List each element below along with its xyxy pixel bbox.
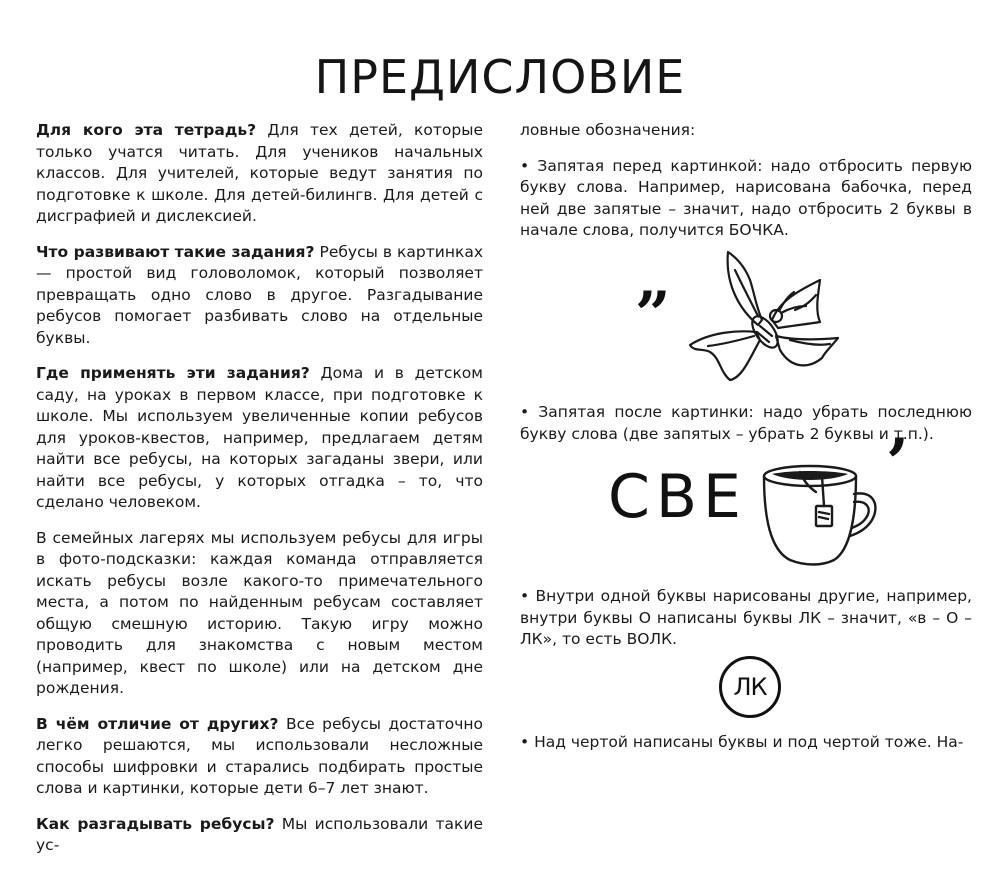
bullet-above-below-line: • Над чертой написаны буквы и под чертой тоже. На- <box>520 733 964 751</box>
right-column <box>520 120 972 252</box>
paragraph-continuation: ловные обозначения: <box>520 121 696 139</box>
paragraph-who-for <box>36 120 483 228</box>
paragraph-text: Для тех детей, которые только учатся читать. Для учеников начальных классов. Для учителей, которые ведут занятия по подготовке к школе. Для детей-билингв. Для детей с дисграфией и дислексией. <box>36 121 483 225</box>
double-comma-mark: „ <box>636 242 672 315</box>
cup-icon <box>760 462 884 566</box>
paragraph-text: Все ребусы достаточно легко решаются, мы использовали несложные способы шифровки и старались подбирать простые слова и картинки, которые дети 6–7 лет знают. <box>36 714 483 797</box>
paragraph-where-use <box>36 363 483 514</box>
bullet-inside-letter: • Внутри одной буквы нарисованы другие, например, внутри буквы О написаны буквы ЛК – значит, «в – О – ЛК», то есть ВОЛК. <box>520 587 972 648</box>
paragraph-lead: Для кого эта тетрадь? <box>36 121 257 139</box>
paragraph-text: Ребусы в картинках — простой вид головоломок, который позволяет превращать одно слово в другое. Разгадывание ребусов помогает разбивать слово на отдельные буквы. <box>36 242 483 347</box>
bullet-inside-letter-block <box>520 586 972 661</box>
bullet-comma-before: • Запятая перед картинкой: надо отбросить первую букву слова. Например, нарисована бабочка, перед ней две запятые – значит, надо отбросить 2 буквы в начале слова, получится БОЧКА. <box>520 156 972 239</box>
bullet-comma-after: • Запятая после картинки: надо убрать последнюю букву слова (две запятых – убрать 2 буквы и т.п.). <box>520 403 972 443</box>
page-title: ПРЕДИСЛОВИЕ <box>314 50 686 104</box>
circle-letters: ЛК <box>733 673 767 701</box>
paragraph-lead: Как разгадывать ребусы? <box>36 814 275 833</box>
paragraph-text: В семейных лагерях мы используем ребусы для игры в фото-подсказки: каждая команда отправляется искать ребусы возле какого-то примечательного места, а потом по найденным ребусам составляет общую смешную историю. Такую игру можно проводить для знакомства с новым местом (например, квест по школе) или на детском дне рождения. <box>36 528 483 697</box>
paragraph-family-camps <box>36 528 483 700</box>
bullet-line-block <box>520 732 972 764</box>
paragraph-text: Дома и в детском саду, на уроках в первом классе, при подготовке к школе. Мы используем увеличенные копии ребусов для уроков-квестов, например, предлагаем детям найти все ребусы, на которых загаданы звери, или найти все ребусы, у которых отгадка – то, что сделано человеком. <box>36 364 483 511</box>
single-comma-mark: ’ <box>886 424 909 502</box>
paragraph-lead: Где применять эти задания? <box>36 364 310 382</box>
paragraph-how-solve <box>36 814 483 857</box>
letter-o-circle <box>719 656 781 718</box>
paragraph-difference <box>36 714 483 800</box>
paragraph-text: Мы использовали такие ус- <box>36 814 483 854</box>
paragraph-lead: В чём отличие от других? <box>36 714 279 733</box>
paragraph-lead: Что развивают такие задания? <box>36 242 315 261</box>
sve-letters: СВЕ <box>608 462 747 532</box>
paragraph-what-develops <box>36 242 483 350</box>
left-column <box>36 120 483 871</box>
butterfly-icon <box>680 240 850 390</box>
